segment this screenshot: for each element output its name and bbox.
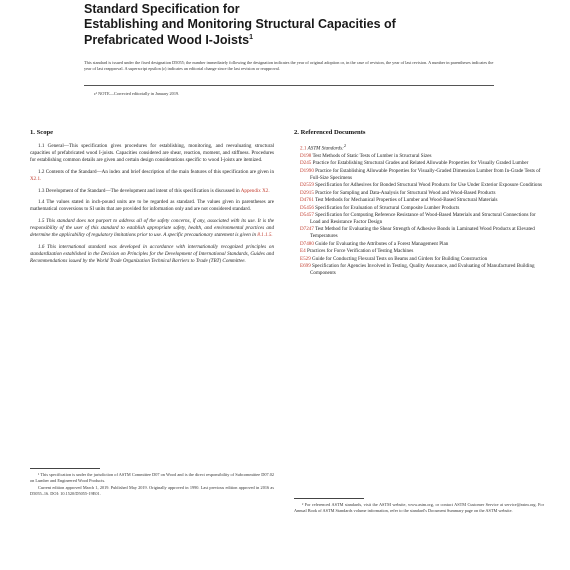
reference-item [294,190,544,197]
intro-text: ASTM Standards: [307,145,344,152]
reference-item [294,168,544,182]
reference-title: Practice for Establishing Structural Grades and Related Allowable Properties for Visually Graded Lumber [312,160,529,167]
reference-code-link[interactable]: D7480 [300,240,314,247]
footnote-divider-right [294,498,364,499]
reference-title: Guide for Conducting Flexural Tests on Beams and Girders for Building Construction [312,255,488,262]
xref-link[interactable]: 8.1.1.5. [257,232,273,239]
scope-para-1-1: 1.1 General—This specification gives procedures for establishing, monitoring, and reevaluating structural capacities of prefabricated wood I-joists. Capacities considered are shear, reaction, moment, and stiffness. Procedures for establishing common details are given and certain design considerations specific to wood I-joists are itemized. [30,143,274,163]
reference-title: Specification for Evaluation of Structural Composite Lumber Products [315,204,460,211]
title-line [84,31,484,48]
editorial-note: ε¹ NOTE—Corrected editorially in January 2019. [94,91,180,96]
designation-notice: This standard is issued under the fixed designation D5055; the number immediately following the designation indicates the year of original adoption or, in the case of revision, the year of last revision. A number in parentheses indicates the year of last reapproval. A superscript epsilon (ε) indicates an editorial change since the last revision or reapproval. [84,60,494,71]
astm-standards-intro [294,143,544,153]
reference-list [294,153,544,278]
reference-item [294,263,544,277]
reference-title: Test Method for Evaluating the Shear Strength of Adhesive Bonds in Laminated Wood Products at Elevated Temperatures [310,226,535,240]
reference-item [294,212,544,226]
reference-item [294,153,544,160]
reference-item [294,248,544,255]
scope-para-1-4: 1.4 The values stated in inch-pound units are to be regarded as standard. The values given in parentheses are mathematical conversions to SI units that are provided for information only and are not considered standard. [30,199,274,213]
reference-code-link[interactable]: D5456 [300,204,314,211]
referenced-documents-section [294,129,544,278]
scope-para-1-3 [30,188,274,195]
reference-code-link[interactable]: D1990 [300,167,314,174]
reference-title: Test Methods for Mechanical Properties of Lumber and Wood-Based Structural Materials [315,197,498,203]
scope-section [30,129,274,270]
title-line: Establishing and Monitoring Structural Capacities of [84,16,396,31]
footnote: ² For referenced ASTM standards, visit the ASTM website, www.astm.org, or contact ASTM Customer Service at service@astm.org. For Annual Book of ASTM Standards volume information, refer to the standard's Document Summary page on the ASTM website. [294,502,544,513]
reference-title: Test Methods of Static Tests of Lumber in Structural Sizes [312,152,432,159]
xref-link[interactable]: Appendix X2. [240,187,270,194]
reference-code-link[interactable]: E699 [300,263,311,270]
footnotes-left [30,472,274,499]
footnote-divider-left [30,468,100,469]
scope-para-text: 1.3 Development of the Standard—The development and intent of this specification is discussed in [38,187,240,194]
scope-para-1-6: 1.6 This international standard was developed in accordance with internationally recognized principles on standardization established in the Decision on Principles for the Development of International Standards, Guides and Recommendations issued by the World Trade Organization Technical Barriers to Trade (TBT) Committee. [30,243,274,264]
title-line-text: Prefabricated Wood I-Joists [84,33,250,48]
reference-code-link[interactable]: D245 [300,160,312,167]
footnotes-right [294,502,544,515]
reference-item [294,241,544,248]
reference-title: Specification for Adhesives for Bonded Structural Wood Products for Use Under Exterior Exposure Conditions [315,182,542,188]
reference-code-link[interactable]: D2559 [300,182,314,188]
scope-para-1-5 [30,218,274,239]
reference-item [294,182,544,189]
reference-item [294,160,544,167]
reference-item [294,256,544,263]
document-title [84,2,484,48]
footnote: ¹ This specification is under the jurisdiction of ASTM Committee D07 on Wood and is the direct responsibility of Subcommittee D07.02 on Lumber and Engineered Wood Products. [30,472,274,483]
reference-title: Practice for Sampling and Data-Analysis for Structural Wood and Wood-Based Products [315,189,496,196]
reference-title: Practice for Establishing Allowable Properties for Visually-Graded Dimension Lumber from In-Grade Tests of Full-Size Specimens [310,167,541,181]
reference-title: Guide for Evaluating the Attributes of a Forest Management Plan [315,240,449,247]
reference-code-link[interactable]: D4761 [300,197,314,203]
scope-para-text: 1.2 Contents of the Standard—An index and brief description of the main features of this specification are given in [38,168,274,175]
reference-code-link[interactable]: D5457 [300,212,314,218]
reference-item [294,205,544,212]
title-footnote-marker: 1 [249,34,253,41]
title-line: Standard Specification for [84,2,240,16]
footnote: Current edition approved March 1, 2019. Published May 2019. Originally approved in 1990. Last previous edition approved in 2016 as D5055–16. DOI: 10.1520/D5055-19E01. [30,485,274,497]
reference-title: Practices for Force Verification of Testing Machines [306,248,414,255]
scope-para-text: 1.5 This standard does not purport to address all of the safety concerns, if any, associated with its use. It is the responsibility of the user of this standard to establish appropriate safety, health, and environmental practices and determine the applicability of regulatory limitations prior to use. A specific precautionary statement is given in [30,218,274,239]
reference-code-link[interactable]: E4 [300,248,306,255]
scope-heading: 1. Scope [30,129,54,136]
reference-code-link[interactable]: E529 [300,255,311,262]
reference-code-link[interactable]: D198 [300,152,312,159]
scope-para-1-2 [30,169,274,183]
xref-link[interactable]: X2.1. [30,175,42,182]
reference-code-link[interactable]: D7247 [300,226,314,233]
reference-code-link[interactable]: D2915 [300,189,314,196]
references-heading: 2. Referenced Documents [294,129,366,136]
intro-number: 2.1 [300,145,307,152]
reference-title: Specification for Computing Reference Resistance of Wood-Based Materials and Structural Connections for Load and Resistance Factor Design [310,212,536,225]
reference-item [294,226,544,240]
reference-item [294,197,544,204]
intro-footnote-marker: 2 [343,143,346,148]
reference-title: Specification for Agencies Involved in Testing, Quality Assurance, and Evaluating of Manufactured Building Components [310,263,535,277]
notice-divider [84,85,494,86]
